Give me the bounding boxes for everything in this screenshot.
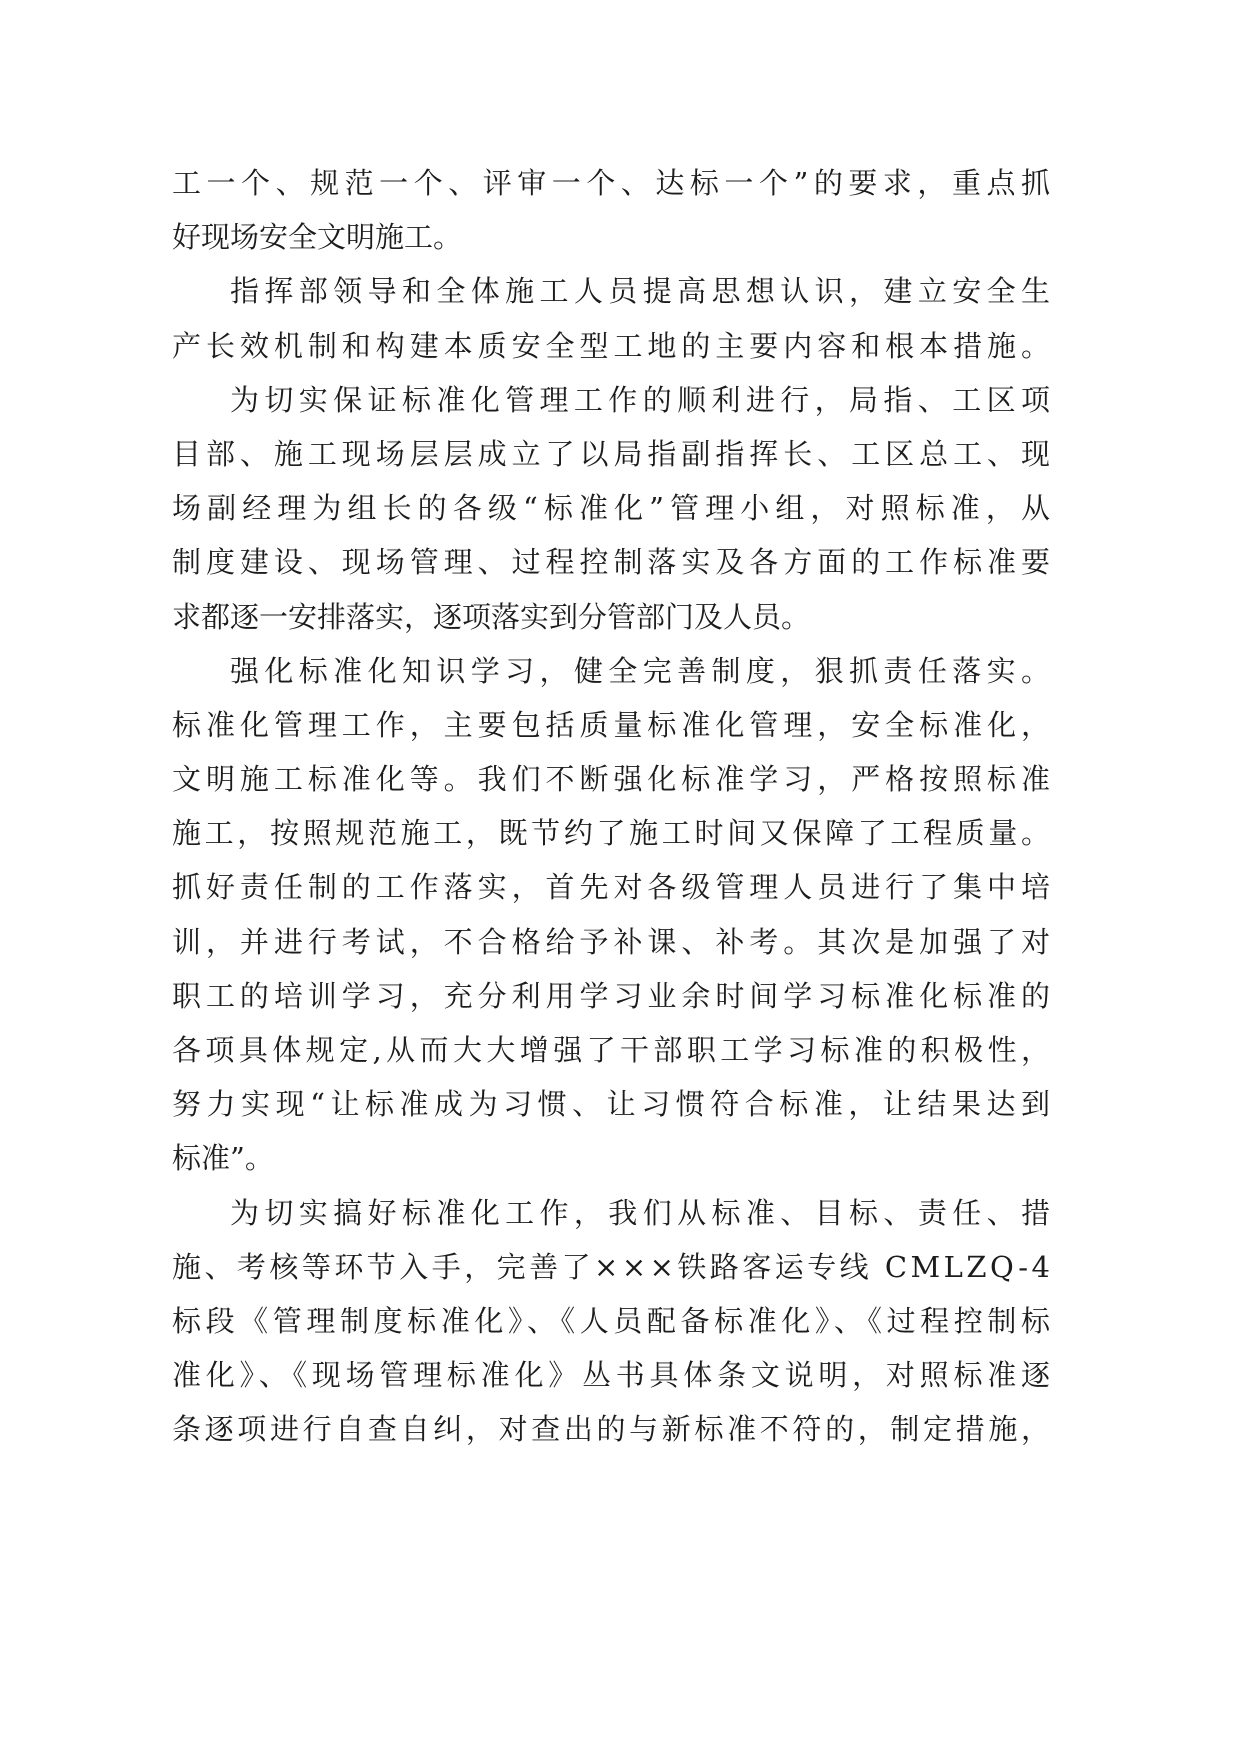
text-line-content: 指挥部领导和全体施工人员提高思想认识，建立安全生 — [230, 274, 1056, 309]
text-line-content: 施工，按照规范施工，既节约了施工时间又保障了工程质量。 — [172, 816, 1054, 851]
text-line-content: 制度建设、现场管理、过程控制落实及各方面的工作标准要 — [172, 545, 1055, 580]
text-line-content: 为切实搞好标准化工作，我们从标准、目标、责任、措 — [230, 1195, 1056, 1230]
text-line-content: 努力实现“让标准成为习惯、让习惯符合标准，让结果达到 — [172, 1087, 1056, 1122]
text-line — [172, 373, 1056, 427]
text-line-content: 准化》、《现场管理标准化》丛书具体条文说明，对照标准逐 — [172, 1358, 1055, 1393]
text-line-content: 各项具体规定,从而大大增强了干部职工学习标准的积极性， — [172, 1033, 1055, 1067]
paragraph — [172, 1186, 1056, 1457]
text-line — [172, 915, 1055, 969]
text-line — [172, 590, 1050, 644]
paragraph — [172, 264, 1056, 372]
text-line-content: 场副经理为组长的各级“标准化”管理小组，对照标准，从 — [172, 491, 1057, 526]
text-line — [172, 1348, 1055, 1402]
text-line-content: 求都逐一安排落实，逐项落实到分管部门及人员。 — [172, 599, 811, 634]
paragraph — [172, 156, 1056, 264]
text-line-content: 标段《管理制度标准化》、《人员配备标准化》、《过程控制标 — [172, 1303, 1055, 1338]
document-body — [172, 156, 1057, 1457]
text-line-content: 文明施工标准化等。我们不断强化标准学习，严格按照标准 — [172, 762, 1055, 797]
text-line — [172, 156, 1056, 210]
text-line — [172, 1294, 1055, 1348]
text-line-content: 为切实保证标准化管理工作的顺利进行，局指、工区项 — [230, 382, 1056, 417]
paragraph — [172, 644, 1056, 1186]
text-line — [172, 1077, 1056, 1131]
text-line-content: 强化标准化知识学习，健全完善制度，狠抓责任落实。 — [230, 653, 1056, 688]
paragraph — [172, 373, 1057, 644]
text-line — [172, 969, 1055, 1023]
text-line — [172, 1240, 1054, 1294]
text-line — [172, 481, 1057, 535]
text-line — [172, 1131, 1050, 1185]
text-line — [172, 644, 1056, 698]
text-line-content: 施、考核等环节入手，完善了×××铁路客运专线 CMLZQ-4 — [172, 1249, 1054, 1284]
text-line-content: 条逐项进行自查自纠，对查出的与新标准不符的，制定措施， — [172, 1412, 1054, 1447]
text-line-content: 好现场安全文明施工。 — [172, 220, 463, 255]
text-line-content: 工一个、规范一个、评审一个、达标一个”的要求，重点抓 — [172, 166, 1056, 200]
text-line-content: 目部、施工现场层层成立了以局指副指挥长、工区总工、现 — [172, 436, 1055, 471]
text-line — [172, 752, 1055, 806]
text-line-content: 标准化管理工作，主要包括质量标准化管理，安全标准化， — [172, 707, 1055, 742]
text-line — [172, 319, 1055, 373]
text-line — [172, 535, 1055, 589]
text-line — [172, 1023, 1055, 1077]
text-line — [172, 806, 1054, 860]
text-line-content: 训，并进行考试，不合格给予补课、补考。其次是加强了对 — [172, 924, 1055, 959]
text-line-content: 标准”。 — [172, 1141, 274, 1176]
text-line — [172, 1402, 1054, 1456]
text-line — [172, 860, 1055, 914]
text-line — [172, 264, 1056, 318]
text-line — [172, 210, 1050, 264]
text-line-content: 产长效机制和构建本质安全型工地的主要内容和根本措施。 — [172, 328, 1055, 363]
text-line — [172, 427, 1055, 481]
text-line-content: 抓好责任制的工作落实，首先对各级管理人员进行了集中培 — [172, 870, 1055, 905]
text-line — [172, 1186, 1056, 1240]
text-line-content: 职工的培训学习，充分利用学习业余时间学习标准化标准的 — [172, 978, 1055, 1013]
text-line — [172, 698, 1055, 752]
